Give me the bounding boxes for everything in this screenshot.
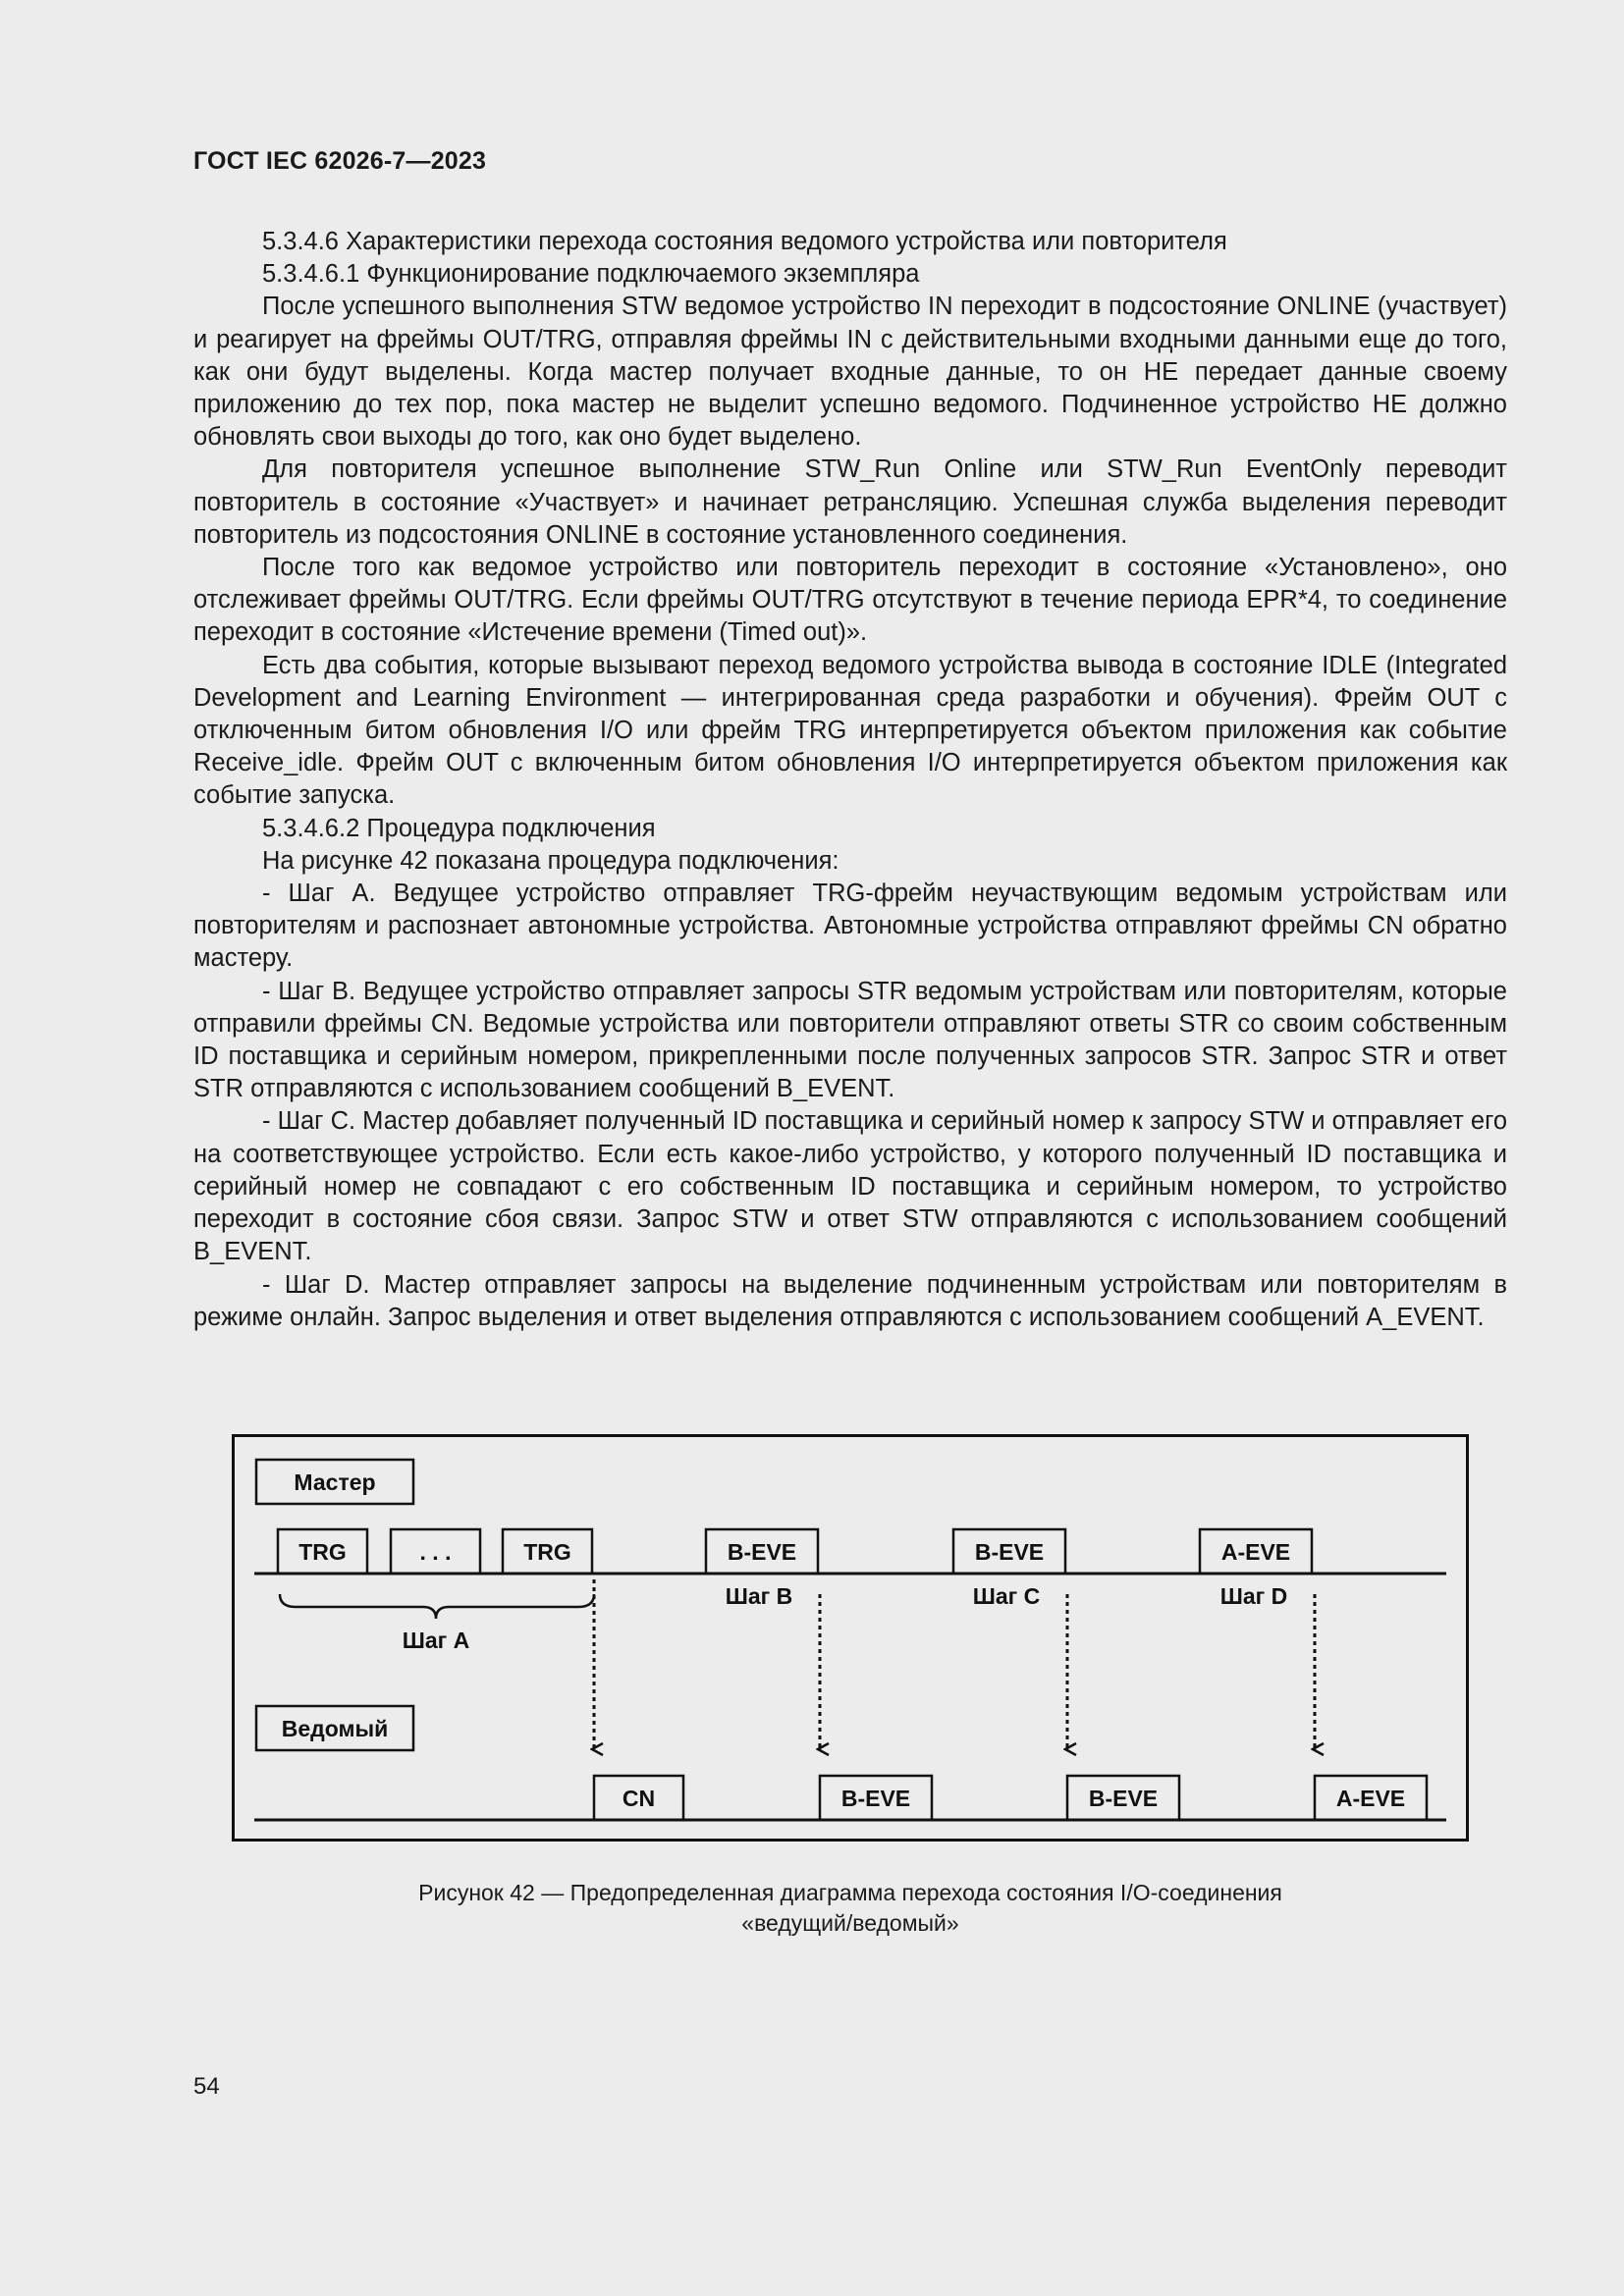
subsection-heading: 5.3.4.6.2 Процедура подключения: [262, 814, 656, 842]
svg-text:TRG: TRG: [523, 1539, 571, 1565]
slave-label: Ведомый: [281, 1716, 389, 1741]
paragraph: После успешного выполнения STW ведомое устройство IN переходит в подсостояние ONLINE (участвует) и реагирует на фреймы OUT/TRG, отправляя фреймы IN с действительными входными данными еще до того, как они будут выделены. Когда мастер получает входные данные, то он НЕ передает данные своему приложению до тех пор, пока мастер не выделит успешно ведомого. Подчиненное устройство НЕ должно обновлять свои выходы до того, как оно будет выделено.: [193, 293, 1507, 452]
section-heading: 5.3.4.6 Характеристики перехода состояния ведомого устройства или повторителя: [262, 228, 1227, 255]
slave-label-box: [256, 1706, 413, 1750]
svg-text:A-EVE: A-EVE: [1335, 1786, 1406, 1811]
caption-line: «ведущий/ведомый»: [741, 1910, 959, 1936]
step-label: Шаг А: [402, 1628, 470, 1653]
svg-text:B-EVE: B-EVE: [727, 1539, 797, 1565]
step-a-brace: [280, 1594, 594, 1619]
connection-diagram: [232, 1434, 1469, 1842]
master-frame: [391, 1529, 480, 1574]
svg-text:B-EVE: B-EVE: [840, 1786, 911, 1811]
document-header: ГОСТ IEC 62026-7—2023: [193, 147, 487, 175]
paragraph: Для повторителя успешное выполнение STW_Run Online или STW_Run EventOnly переводит повторитель в состояние «Участвует» и начинает ретрансляцию. Успешная служба выделения переводит повторитель из подсостояния ONLINE в состояние установленного соединения.: [193, 455, 1507, 549]
master-frame: [503, 1529, 592, 1574]
master-frame: [953, 1529, 1065, 1574]
figure-caption: [193, 1878, 1507, 1939]
step-label: Шаг С: [972, 1583, 1041, 1609]
svg-text:B-EVE: B-EVE: [974, 1539, 1045, 1565]
step-label: Шаг D: [1219, 1583, 1288, 1609]
svg-text:. . .: . . .: [419, 1539, 452, 1565]
svg-text:CN: CN: [622, 1786, 656, 1811]
master-frame: [1200, 1529, 1312, 1574]
master-label-box: [256, 1460, 413, 1504]
paragraph: Есть два события, которые вызывают переход ведомого устройства вывода в состояние IDLE (Integrated Development and Learning Environment — интегрированная среда разработки и обучения). Фрейм OUT с отключенным битом обновления I/O или фрейм TRG интерпретируется объектом приложения как событие Receive_idle. Фрейм OUT с включенным битом обновления I/O интерпретируется объектом приложения как событие запуска.: [193, 651, 1507, 810]
master-frame: [706, 1529, 818, 1574]
page-number: 54: [193, 2073, 220, 2100]
list-item: - Шаг А. Ведущее устройство отправляет TRG-фрейм неучаствующим ведомым устройствам или повторителям и распознает автономные устройства. Автономные устройства отправляют фреймы CN обратно мастеру.: [193, 880, 1507, 973]
body-text: [193, 226, 1507, 1334]
slave-frame: [594, 1776, 683, 1820]
subsection-heading: 5.3.4.6.1 Функционирование подключаемого экземпляра: [262, 260, 920, 289]
svg-text:B-EVE: B-EVE: [1088, 1786, 1159, 1811]
step-label: Шаг В: [725, 1583, 793, 1609]
svg-text:TRG: TRG: [298, 1539, 347, 1565]
master-frame: [278, 1529, 367, 1574]
caption-line: Рисунок 42 — Предопределенная диаграмма перехода состояния I/O-соединения: [418, 1880, 1282, 1905]
slave-frame: [1315, 1776, 1427, 1820]
list-item: - Шаг D. Мастер отправляет запросы на выделение подчиненным устройствам или повторителям в режиме онлайн. Запрос выделения и ответ выделения отправляются с использованием сообщений A_EVENT.: [193, 1270, 1507, 1331]
slave-frame: [820, 1776, 932, 1820]
master-label: Мастер: [294, 1469, 376, 1495]
paragraph: После того как ведомое устройство или повторитель переходит в состояние «Установлено», оно отслеживает фреймы OUT/TRG. Если фреймы OUT/TRG отсутствуют в течение периода EPR*4, то соединение переходит в состояние «Истечение времени (Timed out)».: [193, 554, 1507, 647]
list-item: - Шаг С. Мастер добавляет полученный ID поставщика и серийный номер к запросу STW и отправляет его на соответствующее устройство. Если есть какое-либо устройство, у которого полученный ID поставщика и серийный номер не совпадают с его собственным ID поставщика и серийным номером, то устройство переходит в состояние сбоя связи. Запрос STW и ответ STW отправляются с использованием сообщений B_EVENT.: [193, 1107, 1507, 1266]
list-item: - Шаг В. Ведущее устройство отправляет запросы STR ведомым устройствам или повторителям, которые отправили фреймы CN. Ведомые устройства или повторители отправляют ответы STR со своим собственным ID поставщика и серийным номером, прикрепленными после полученных запросов STR. Запрос STR и ответ STR отправляются с использованием сообщений B_EVENT.: [193, 977, 1507, 1103]
slave-frame: [1067, 1776, 1179, 1820]
svg-text:A-EVE: A-EVE: [1220, 1539, 1291, 1565]
paragraph: На рисунке 42 показана процедура подключения:: [262, 846, 839, 875]
